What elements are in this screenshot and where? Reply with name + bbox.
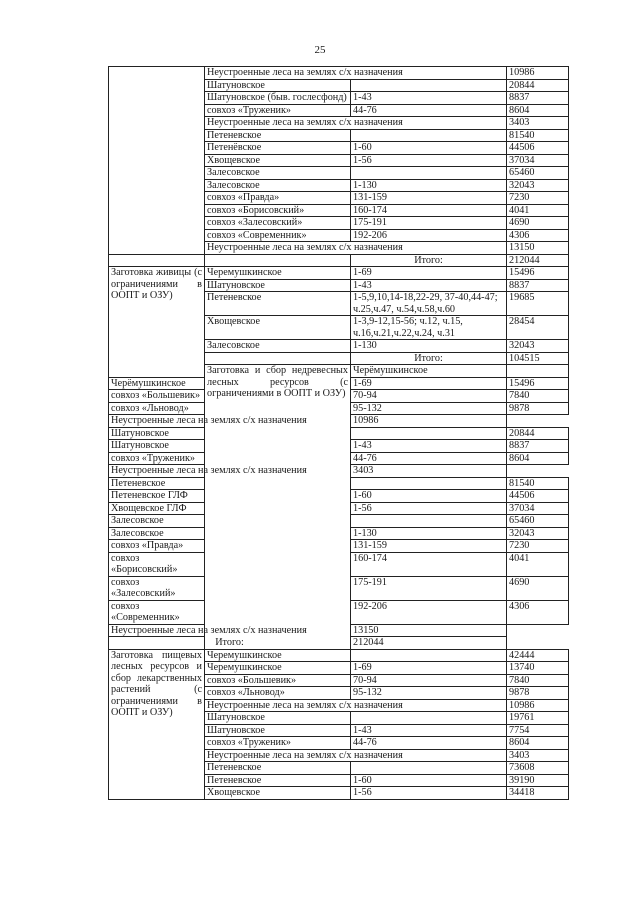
forestry-area-cell: Петенёвское [205,142,351,155]
forestry-area-cell: Петеневское [205,292,351,316]
area-total-cell: 37034 [507,502,569,515]
area-total-cell: 4690 [507,576,569,600]
forestry-area-cell: Черёмушкинское [351,365,507,378]
quarters-cell: 175-191 [351,576,507,600]
quarters-cell: 95-132 [351,687,507,700]
quarters-cell: 1-69 [351,662,507,675]
quarters-cell [507,365,569,378]
quarters-cell [351,762,507,775]
forestry-area-cell: Шатуновское [109,440,205,453]
area-total-cell: 3403 [507,749,569,762]
area-total-cell: 15496 [507,267,569,280]
quarters-cell: 1-69 [351,377,507,390]
forestry-area-cell: совхоз «Большевик» [109,390,205,403]
area-total-cell: 7230 [507,540,569,553]
quarters-cell: 1-60 [351,490,507,503]
forestry-area-cell: совхоз «Борисовский» [109,552,205,576]
forestry-area-cell: Неустроенные леса на землях с/х назначения [205,242,507,255]
forestry-area-cell: Залесовское [109,527,205,540]
area-total-cell: 32043 [507,179,569,192]
quarters-cell: Итого: [351,352,507,365]
forestry-area-cell: Залесовское [205,179,351,192]
quarters-cell: 1-56 [351,154,507,167]
area-total-cell: 37034 [507,154,569,167]
area-total-cell: 32043 [507,527,569,540]
forestry-area-cell: Черемушкинское [205,267,351,280]
area-total-cell: 13150 [351,624,507,637]
area-total-cell: 7840 [507,674,569,687]
category-cell: Заготовка и сбор недревесных лесных ресурсов (с ограничениями в ООПТ и ОЗУ) [205,365,351,650]
area-total-cell: 42444 [507,649,569,662]
forestry-area-cell: Неустроенные леса на землях с/х назначения [109,415,351,428]
forestry-area-cell: Залесовское [205,340,351,353]
area-total-cell: 19761 [507,712,569,725]
quarters-cell [351,712,507,725]
forestry-area-cell: Петеневское [205,774,351,787]
quarters-cell: 1-3,9-12,15-56; ч.12, ч.15, ч.16,ч.21,ч.22,ч.24, ч.31 [351,316,507,340]
quarters-cell: 1-69 [351,267,507,280]
area-total-cell: 8837 [507,279,569,292]
table-row [109,267,569,280]
forestry-area-cell: совхоз «Большевик» [205,674,351,687]
table-body [109,67,569,800]
forestry-area-cell: совхоз «Залесовский» [205,217,351,230]
forestry-area-cell: Шатуновское [205,724,351,737]
quarters-cell: 131-159 [351,192,507,205]
quarters-cell: 160-174 [351,552,507,576]
forestry-area-cell: Шатуновское [109,427,205,440]
quarters-cell: 1-43 [351,724,507,737]
quarters-cell: 1-43 [351,279,507,292]
forestry-area-cell: Шатуновское (быв. гослесфонд) [205,92,351,105]
category-cell: Заготовка пищевых лесных ресурсов и сбор лекарственных растений (с ограничениями в ООПТ и ОЗУ) [109,649,205,799]
forestry-area-cell [205,254,351,267]
quarters-cell: Итого: [351,254,507,267]
quarters-cell: 44-76 [351,452,507,465]
quarters-cell: 192-206 [351,600,507,624]
area-total-cell: 8604 [507,737,569,750]
area-total-cell: 65460 [507,515,569,528]
area-total-cell: 10986 [507,699,569,712]
table-row [109,67,569,80]
quarters-cell: 1-56 [351,787,507,800]
forestry-area-cell: Залесовское [109,515,205,528]
area-total-cell: 9878 [507,402,569,415]
area-total-cell: 4306 [507,229,569,242]
quarters-cell: 175-191 [351,217,507,230]
area-total-cell: 7230 [507,192,569,205]
area-total-cell: 7754 [507,724,569,737]
quarters-cell: 70-94 [351,674,507,687]
forestry-area-cell: Хвощевское [205,316,351,340]
area-total-cell: 81540 [507,477,569,490]
quarters-cell [351,649,507,662]
forestry-area-cell: совхоз «Труженик» [109,452,205,465]
area-total-cell: 34418 [507,787,569,800]
forestry-area-cell: Петеневское ГЛФ [109,490,205,503]
forestry-area-cell: совхоз «Труженик» [205,737,351,750]
forestry-area-cell: совхоз «Современник» [205,229,351,242]
area-total-cell: 8837 [507,440,569,453]
forestry-area-cell: Петеневское [205,762,351,775]
table-row [109,415,569,428]
area-total-cell: 10986 [351,415,507,428]
area-total-cell: 44506 [507,490,569,503]
page-number: 25 [314,44,326,56]
area-total-cell: 20844 [507,79,569,92]
forestry-area-cell: Неустроенные леса на землях с/х назначения [109,624,351,637]
area-total-cell: 13150 [507,242,569,255]
forestry-area-cell: совхоз «Современник» [109,600,205,624]
forestry-area-cell: Хвощевское [205,154,351,167]
quarters-cell [351,79,507,92]
quarters-cell: 44-76 [351,737,507,750]
quarters-cell: 192-206 [351,229,507,242]
area-total-cell: 212044 [507,254,569,267]
forestry-area-cell: Неустроенные леса на землях с/х назначения [205,749,507,762]
table-row [109,649,569,662]
forestry-area-cell: Шатуновское [205,712,351,725]
quarters-cell [351,477,507,490]
forestry-area-cell: Шатуновское [205,279,351,292]
forestry-area-cell: Шатуновское [205,79,351,92]
quarters-cell: 1-130 [351,340,507,353]
forestry-area-cell: Петеневское [205,129,351,142]
quarters-cell: 1-60 [351,774,507,787]
forestry-area-cell: Черемушкинское [205,649,351,662]
forest-resources-table [108,66,569,800]
forestry-area-cell: совхоз «Труженик» [205,104,351,117]
quarters-cell [351,167,507,180]
area-total-cell: 28454 [507,316,569,340]
area-total-cell: 3403 [351,465,507,478]
area-total-cell: 32043 [507,340,569,353]
forestry-area-cell: Неустроенные леса на землях с/х назначения [205,699,507,712]
forestry-area-cell: Неустроенные леса на землях с/х назначения [205,67,507,80]
area-total-cell: 7840 [507,390,569,403]
area-total-cell: 212044 [351,637,507,650]
area-total-cell: 44506 [507,142,569,155]
area-total-cell: 9878 [507,687,569,700]
forestry-area-cell: совхоз «Льновод» [109,402,205,415]
area-total-cell: 15496 [507,377,569,390]
forestry-area-cell: Итого: [109,637,351,650]
area-total-cell: 19685 [507,292,569,316]
forestry-area-cell: Черёмушкинское [109,377,205,390]
area-total-cell: 20844 [507,427,569,440]
forestry-area-cell: Неустроенные леса на землях с/х назначения [109,465,351,478]
quarters-cell: 1-43 [351,92,507,105]
quarters-cell: 44-76 [351,104,507,117]
forestry-area-cell: совхоз «Льновод» [205,687,351,700]
area-total-cell: 81540 [507,129,569,142]
category-cell [109,254,205,267]
area-total-cell: 39190 [507,774,569,787]
area-total-cell: 3403 [507,117,569,130]
quarters-cell: 1-56 [351,502,507,515]
forestry-area-cell: совхоз «Залесовский» [109,576,205,600]
forestry-area-cell: совхоз «Борисовский» [205,204,351,217]
forestry-area-cell: совхоз «Правда» [205,192,351,205]
quarters-cell: 1-130 [351,179,507,192]
quarters-cell [351,515,507,528]
quarters-cell [351,129,507,142]
table-row [109,254,569,267]
area-total-cell: 13740 [507,662,569,675]
quarters-cell: 1-43 [351,440,507,453]
table-row [109,624,569,637]
forestry-area-cell: Неустроенные леса на землях с/х назначения [205,117,507,130]
quarters-cell: 1-60 [351,142,507,155]
forestry-area-cell: совхоз «Правда» [109,540,205,553]
category-cell [109,67,205,255]
quarters-cell: 95-132 [351,402,507,415]
quarters-cell: 1-5,9,10,14-18,22-29, 37-40,44-47; ч.25,ч.47, ч.54,ч.58,ч.60 [351,292,507,316]
table-row [109,637,569,650]
table-row [109,465,569,478]
forestry-area-cell: Черемушкинское [205,662,351,675]
quarters-cell [351,427,507,440]
forestry-area-cell: Залесовское [205,167,351,180]
area-total-cell: 4041 [507,552,569,576]
area-total-cell: 65460 [507,167,569,180]
forestry-area-cell: Хвощевское ГЛФ [109,502,205,515]
quarters-cell: 70-94 [351,390,507,403]
area-total-cell: 73608 [507,762,569,775]
area-total-cell: 8837 [507,92,569,105]
area-total-cell: 104515 [507,352,569,365]
forestry-area-cell: Хвощевское [205,787,351,800]
quarters-cell: 131-159 [351,540,507,553]
category-cell: Заготовка живицы (с ограничениями в ООПТ и ОЗУ) [109,267,205,378]
area-total-cell: 4690 [507,217,569,230]
quarters-cell: 160-174 [351,204,507,217]
area-total-cell: 8604 [507,452,569,465]
quarters-cell: 1-130 [351,527,507,540]
area-total-cell: 8604 [507,104,569,117]
area-total-cell: 4041 [507,204,569,217]
area-total-cell: 10986 [507,67,569,80]
forestry-area-cell [205,352,351,365]
forestry-area-cell: Петеневское [109,477,205,490]
area-total-cell: 4306 [507,600,569,624]
